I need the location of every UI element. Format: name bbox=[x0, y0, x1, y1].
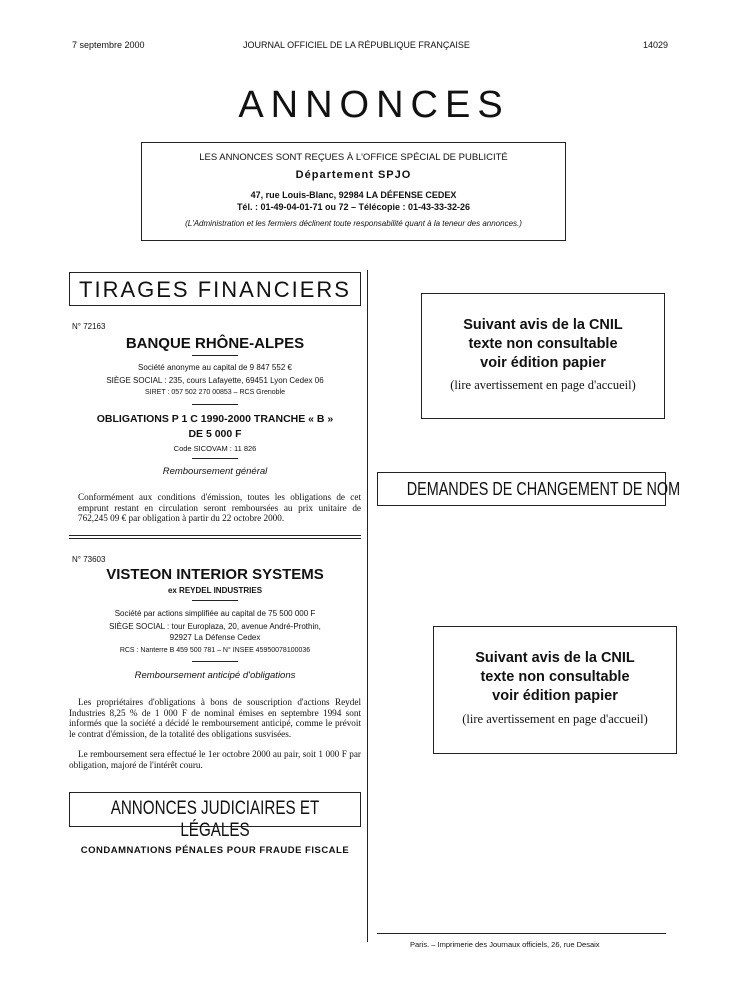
header-journal-title: JOURNAL OFFICIEL DE LA RÉPUBLIQUE FRANÇAISE bbox=[243, 40, 470, 50]
section-demandes-title: DEMANDES DE CHANGEMENT DE NOM bbox=[406, 479, 681, 499]
cnil-box-2-note: (lire avertissement en page d'accueil) bbox=[462, 712, 648, 726]
annonce1-divider3 bbox=[69, 455, 361, 462]
cnil-box-1-line3: voir édition papier bbox=[480, 355, 606, 371]
annonce2-divider bbox=[69, 597, 361, 604]
footer-imprint: Paris. – Imprimerie des Journaux officiels, 26, rue Desaix bbox=[410, 940, 600, 949]
annonce2-body2: Le remboursement sera effectué le 1er octobre 2000 au pair, soit 1 000 F par obligation, majoré de l'intérêt couru. bbox=[69, 749, 361, 770]
column-divider bbox=[367, 270, 368, 942]
annonce1-obligations-line1: OBLIGATIONS P 1 C 1990-2000 TRANCHE « B » bbox=[96, 413, 334, 425]
annonce2-siege-line2: 92927 La Défense Cedex bbox=[169, 633, 261, 642]
annonce1-divider2 bbox=[69, 401, 361, 408]
annonce1-end-rule2 bbox=[69, 538, 361, 539]
notice-line1: LES ANNONCES SONT REÇUES À L'OFFICE SPÉCIAL DE PUBLICITÉ bbox=[199, 152, 508, 163]
annonce2-subtitle: Remboursement anticipé d'obligations bbox=[134, 670, 296, 681]
page-title: ANNONCES bbox=[238, 84, 510, 126]
annonce2-company: VISTEON INTERIOR SYSTEMS bbox=[106, 566, 324, 583]
section-tirages-title: TIRAGES FINANCIERS bbox=[79, 277, 351, 302]
cnil-box-1-line2: texte non consultable bbox=[468, 336, 618, 352]
condamnations-heading: CONDAMNATIONS PÉNALES POUR FRAUDE FISCALE bbox=[80, 845, 350, 856]
section-tirages-financiers bbox=[69, 272, 361, 306]
annonce2-rcs: RCS : Nanterre B 459 500 781 – N° INSEE 45950078100036 bbox=[119, 647, 311, 654]
annonce2-divider2 bbox=[69, 658, 361, 665]
cnil-box-2-line3: voir édition papier bbox=[492, 688, 618, 704]
annonce1-body: Conformément aux conditions d'émission, toutes les obligations de cet emprunt restant en circulation seront remboursées au prix unitaire de 762,245 09 € par obligation à partir du 22 octobre 2000. bbox=[78, 492, 361, 523]
annonce1-divider bbox=[69, 352, 361, 359]
section-judiciaires-title: ANNONCES JUDICIAIRES ET LÉGALES bbox=[110, 798, 320, 841]
notice-phone: Tél. : 01-49-04-01-71 ou 72 – Télécopie : 01-43-33-32-26 bbox=[236, 202, 471, 212]
annonce1-subtitle: Remboursement général bbox=[162, 466, 268, 477]
notice-box bbox=[141, 142, 566, 241]
cnil-box-1-line1: Suivant avis de la CNIL bbox=[463, 317, 623, 333]
section-demandes-changement-nom bbox=[377, 472, 681, 506]
annonce1-company: BANQUE RHÔNE-ALPES bbox=[125, 335, 305, 352]
notice-address: 47, rue Louis-Blanc, 92984 LA DÉFENSE CEDEX bbox=[250, 190, 457, 200]
cnil-box-2-line2: texte non consultable bbox=[480, 669, 630, 685]
header-date: 7 septembre 2000 bbox=[72, 40, 145, 50]
annonce1-capital: Société anonyme au capital de 9 847 552 € bbox=[138, 363, 292, 372]
cnil-box-2-line1: Suivant avis de la CNIL bbox=[475, 650, 635, 666]
annonce1-end-rule bbox=[69, 535, 361, 536]
annonce2-number: N° 73603 bbox=[72, 555, 106, 564]
annonce1-number: N° 72163 bbox=[72, 322, 106, 331]
header-page-number: 14029 bbox=[643, 40, 669, 50]
notice-department: Département SPJO bbox=[295, 169, 412, 181]
annonce1-siret: SIRET : 057 502 270 00853 – RCS Grenoble bbox=[145, 389, 285, 396]
annonce1-code: Code SICOVAM : 11 826 bbox=[173, 444, 257, 453]
annonce2-siege-line1: SIÈGE SOCIAL : tour Europlaza, 20, avenue André-Prothin, bbox=[109, 622, 321, 631]
annonce2-capital: Société par actions simplifiée au capital de 75 500 000 F bbox=[114, 609, 316, 618]
footer-rule bbox=[377, 933, 666, 934]
section-annonces-judiciaires bbox=[69, 792, 361, 841]
annonce1-obligations-line2: DE 5 000 F bbox=[188, 428, 242, 440]
cnil-box-1-note: (lire avertissement en page d'accueil) bbox=[450, 378, 636, 392]
annonce1-siege: SIÈGE SOCIAL : 235, cours Lafayette, 69451 Lyon Cedex 06 bbox=[106, 376, 324, 385]
notice-disclaimer: (L'Administration et les fermiers déclinent toute responsabilité quant à la teneur des annonces.) bbox=[185, 219, 522, 228]
annonce2-body1: Les propriétaires d'obligations à bons de souscription d'actions Reydel Industries 8,25 % de 1 000 F de nominal émises en septembre 1994 sont informés que la société a décidé le remboursement anticipé, comme le prévoit le contrat d'émission, de la totalité des obligations susvisées. bbox=[69, 697, 361, 739]
cnil-box-2 bbox=[433, 626, 677, 754]
cnil-box-1 bbox=[421, 293, 665, 419]
annonce2-ex: ex REYDEL INDUSTRIES bbox=[167, 586, 263, 595]
